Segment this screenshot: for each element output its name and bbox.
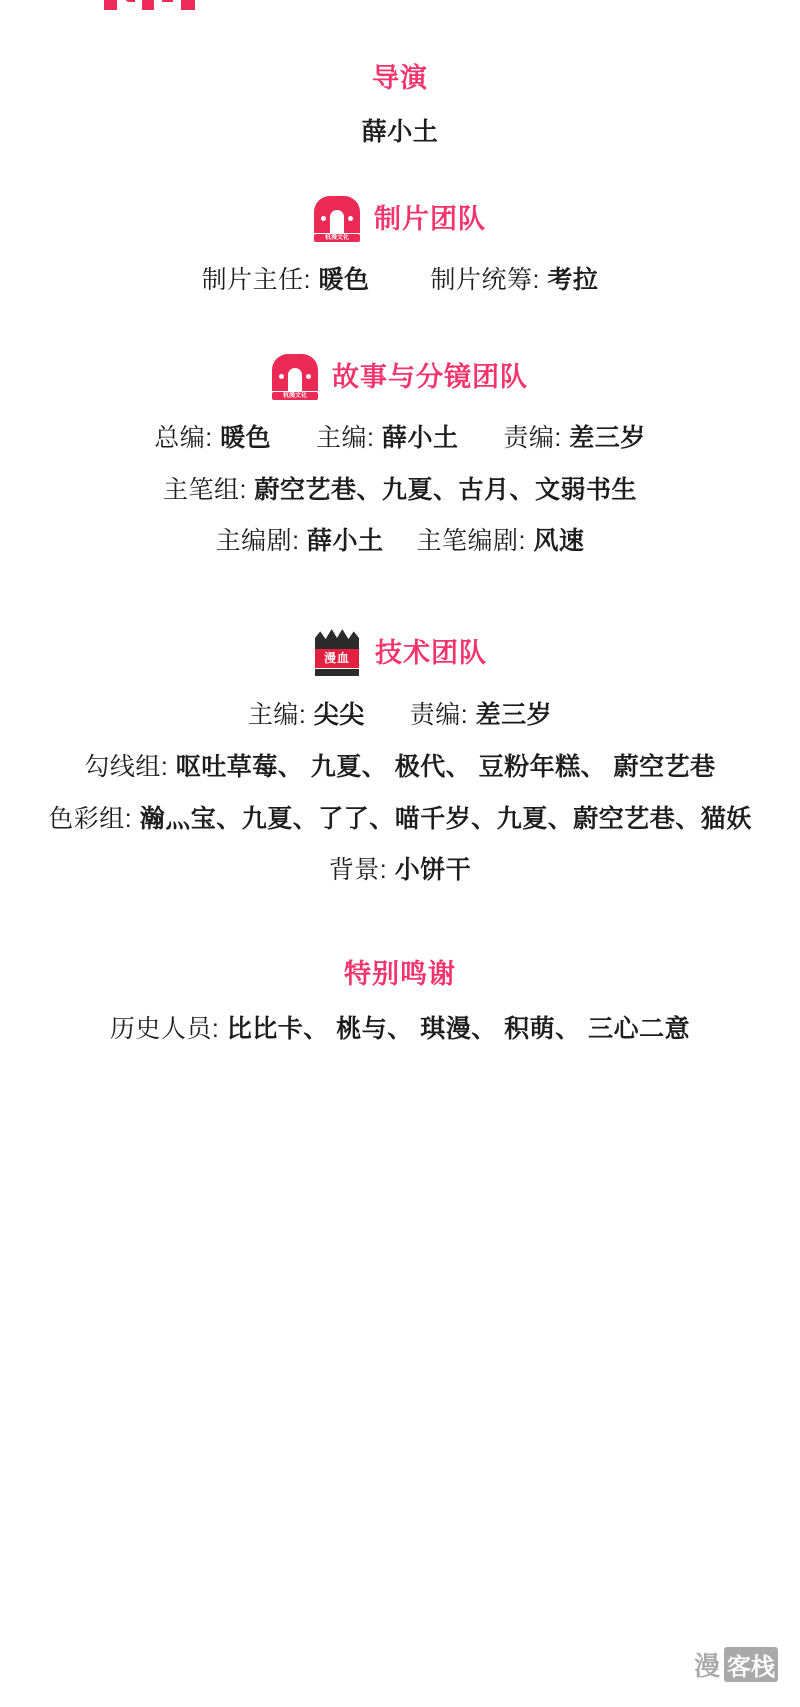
studio-m-logo-caption: 杭漫文化 [324,234,349,242]
studio-m-logo-caption: 杭漫文化 [282,391,307,399]
director-name: 薛小土 [361,118,439,147]
cell-label: 制片主任: [201,266,312,295]
section-title-story [0,354,800,400]
cell-value: 比比卡、 桃与、 琪漫、 积萌、 三心二意 [226,1014,691,1043]
section-title-director: 导演 [372,63,428,93]
cell-label: 总编: [154,423,213,452]
row-story-1 [0,422,800,456]
cell-label: 责编: [503,423,562,452]
row-technical-3 [0,803,800,837]
studio-m-logo-icon [314,196,360,242]
cell-label: 历史人员: [109,1014,220,1043]
watermark-text-box: 客栈 [724,1647,778,1682]
watermark-text-left: 漫 [693,1652,720,1682]
row-production-1 [0,264,800,298]
cell-label: 主编: [247,701,307,730]
cell-value: 蔚空艺巷、九夏、古月、文弱书生 [254,475,637,504]
cell-value: 瀚灬宝、九夏、了了、喵千岁、九夏、蔚空艺巷、猫妖 [139,804,752,833]
row-special-thanks-1 [0,1013,800,1047]
section-title-production [0,196,800,242]
section-title-special-thanks: 特别鸣谢 [344,959,456,990]
cell-value: 小饼干 [394,856,472,885]
cell-value: 暖色 [318,266,370,295]
cell-value: 风速 [533,527,585,556]
cell-label: 色彩组: [48,804,133,833]
cell-value: 薛小土 [307,527,384,556]
row-story-3 [0,525,800,559]
cell-label: 主编剧: [215,527,300,556]
studio-m-logo-icon [272,354,318,400]
top-logo-remnant-icon [104,0,196,10]
site-watermark [694,1646,778,1683]
row-story-2 [0,474,800,508]
cell-value: 薛小土 [381,423,459,452]
section-title-technical [0,629,800,677]
row-technical-2 [0,751,800,785]
tech-badge-logo-caption: 漫血 [323,651,350,666]
cell-value: 暖色 [220,423,272,452]
section-title-technical-label: 技术团队 [375,637,487,668]
cell-label: 背景: [328,856,388,885]
cell-value: 差三岁 [475,701,553,730]
cell-label: 制片统筹: [430,266,540,295]
section-title-production-label: 制片团队 [374,203,486,234]
tech-badge-logo-icon [313,629,361,677]
cell-label: 责编: [409,701,469,730]
cell-value: 考拉 [547,266,599,295]
cell-label: 主编: [316,423,375,452]
cell-label: 勾线组: [84,752,169,781]
cell-value: 尖尖 [313,701,365,730]
cell-value: 差三岁 [569,423,646,452]
cell-label: 主笔编剧: [416,527,526,556]
row-director [0,116,800,150]
row-technical-4 [0,854,800,888]
section-title-story-label: 故事与分镜团队 [332,361,528,392]
cell-label: 主笔组: [163,475,247,504]
row-technical-1 [0,699,800,733]
cell-value: 呕吐草莓、 九夏、 极代、 豆粉年糕、 蔚空艺巷 [175,752,716,781]
